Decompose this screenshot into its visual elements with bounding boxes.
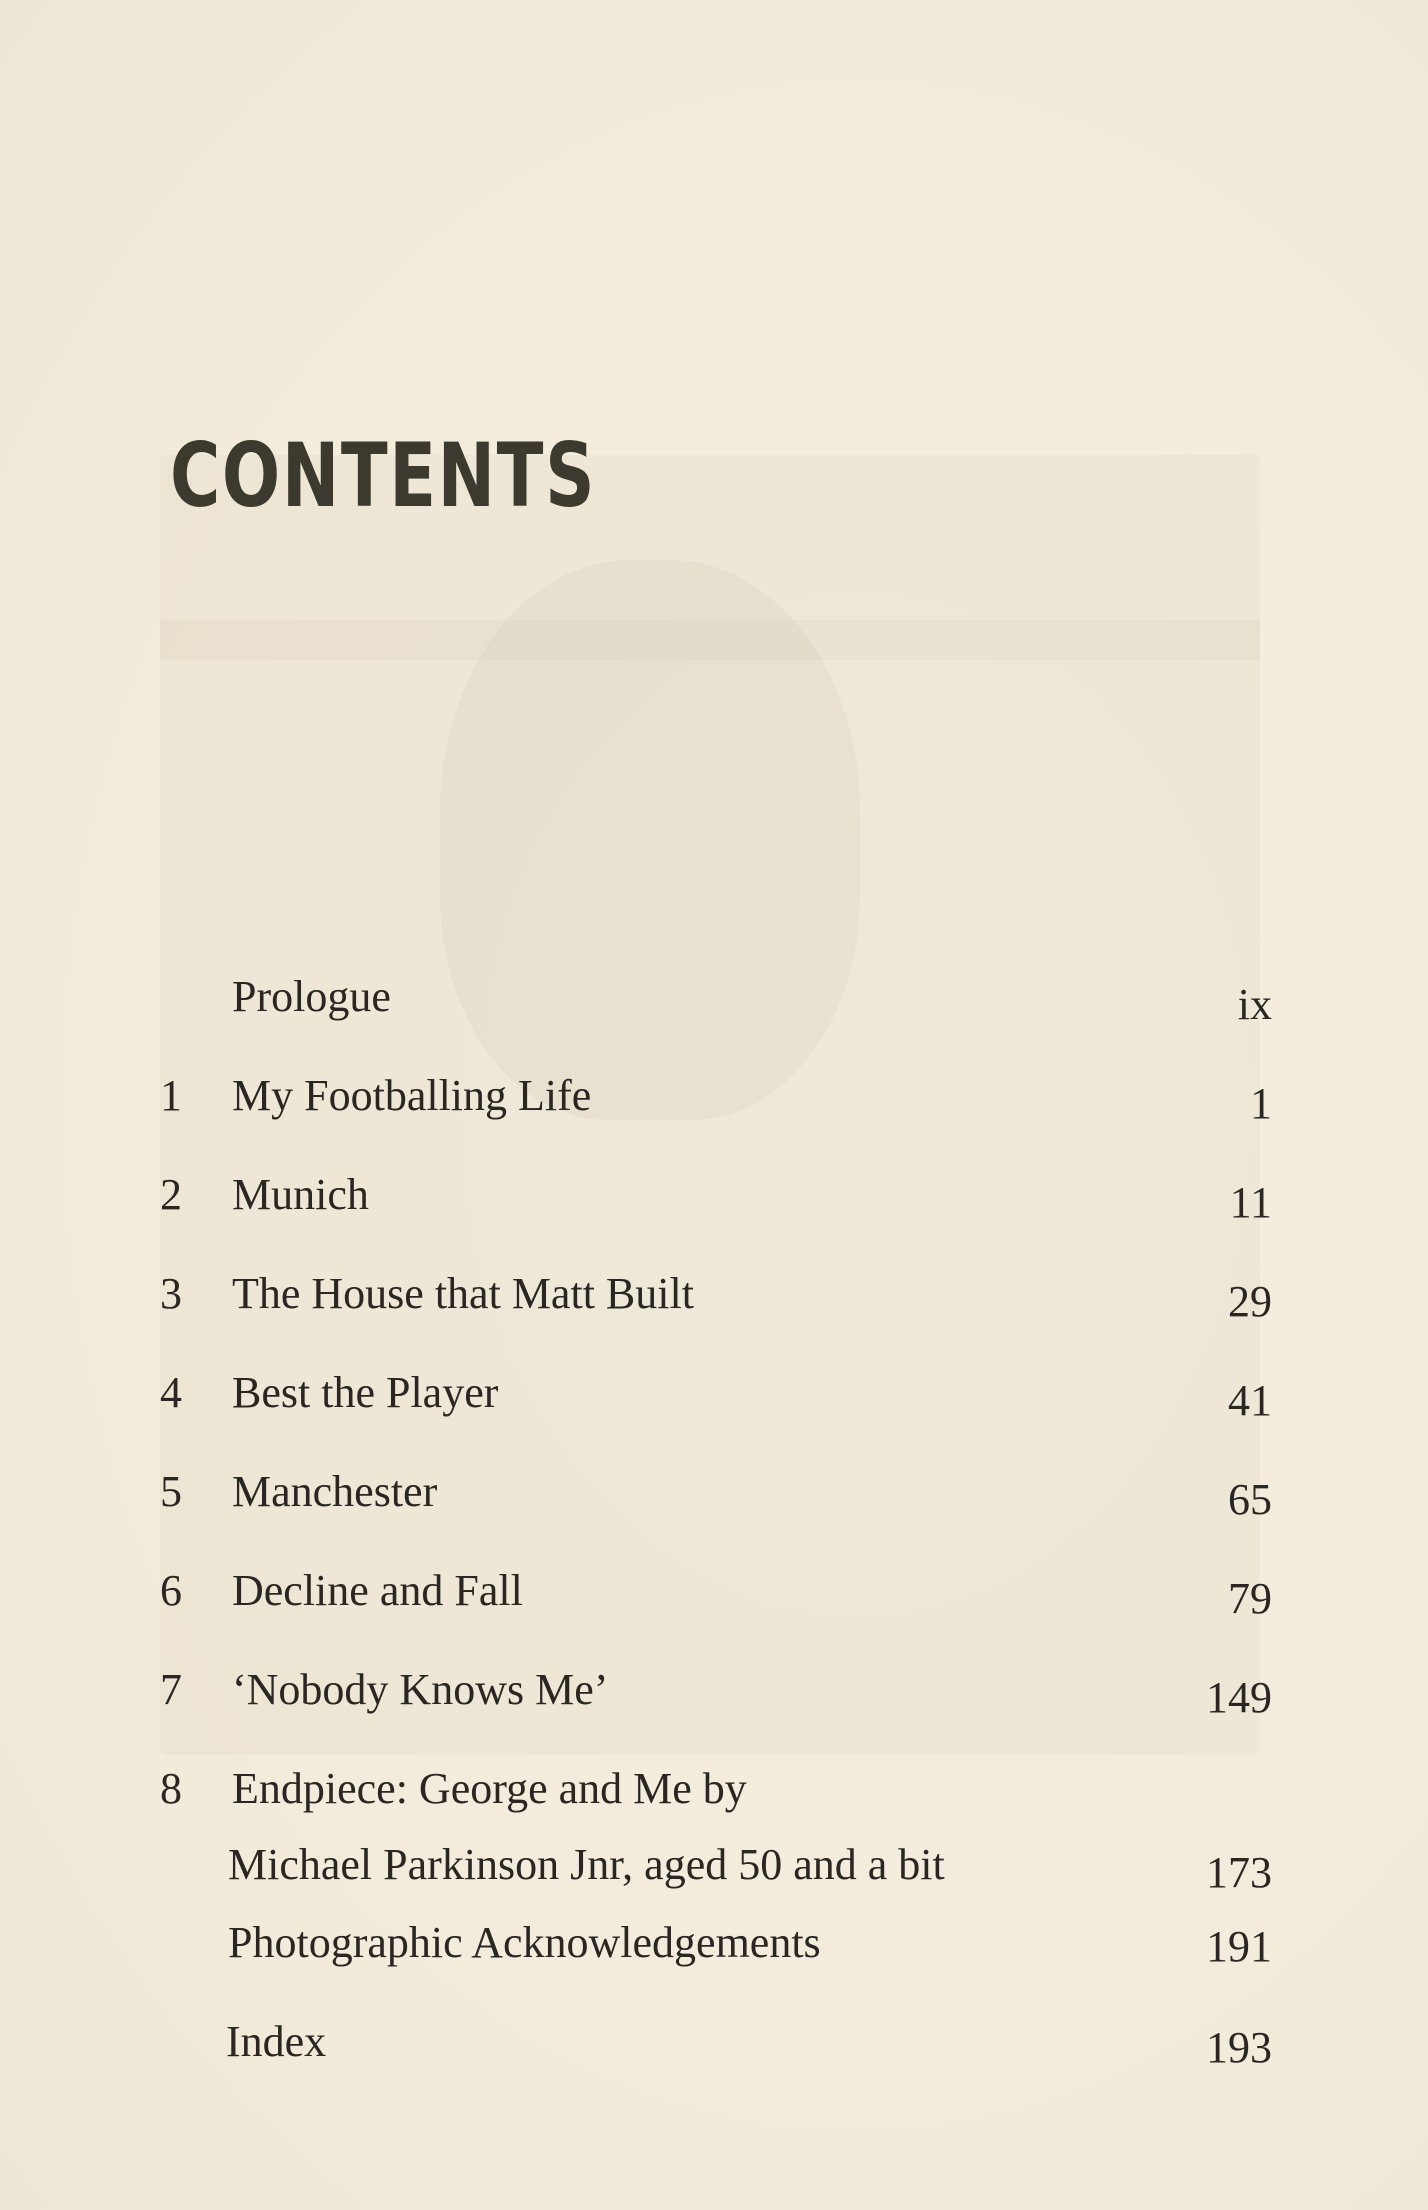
toc-entry-title: Photographic Acknowledgements xyxy=(228,1918,821,1967)
toc-entry-chapter-8[interactable] xyxy=(160,1747,1280,1921)
toc-entry-number: 6 xyxy=(160,1566,182,1615)
toc-entry-page: ix xyxy=(1237,980,1272,1029)
toc-entry-number: 7 xyxy=(160,1665,182,1714)
toc-entry-title: The House that Matt Built xyxy=(232,1269,694,1318)
toc-entry-title: Decline and Fall xyxy=(232,1566,523,1615)
toc-entry-page: 193 xyxy=(1206,2023,1272,2072)
toc-entry-chapter-5[interactable] xyxy=(160,1450,1280,1549)
toc-entry-title: Endpiece: George and Me by xyxy=(232,1764,747,1813)
toc-entry-title: Index xyxy=(226,2017,327,2066)
toc-entry-page: 149 xyxy=(1206,1673,1272,1722)
toc-entry-chapter-1[interactable] xyxy=(160,1054,1280,1153)
toc-entry-number: 2 xyxy=(160,1170,182,1219)
toc-entry-chapter-6[interactable] xyxy=(160,1549,1280,1648)
toc-entry-prologue[interactable] xyxy=(160,955,1280,1054)
toc-entry-number: 4 xyxy=(160,1368,182,1417)
toc-entry-title: ‘Nobody Knows Me’ xyxy=(232,1665,609,1714)
toc-entry-number: 8 xyxy=(160,1764,182,1813)
toc-entry-page: 173 xyxy=(1206,1848,1272,1897)
toc-entry-page: 11 xyxy=(1229,1178,1272,1227)
toc-entry-chapter-3[interactable] xyxy=(160,1252,1280,1351)
toc-entry-page: 1 xyxy=(1250,1079,1272,1128)
toc-entry-number: 1 xyxy=(160,1071,182,1120)
toc-entry-title: My Footballing Life xyxy=(232,1071,592,1120)
toc-entry-chapter-2[interactable] xyxy=(160,1153,1280,1252)
toc-entry-page: 41 xyxy=(1228,1376,1272,1425)
toc-entry-title: Prologue xyxy=(232,972,391,1021)
toc-entry-number: 3 xyxy=(160,1269,182,1318)
toc-entry-page: 191 xyxy=(1206,1922,1272,1971)
toc-entry-chapter-7[interactable] xyxy=(160,1648,1280,1747)
toc-entry-page: 29 xyxy=(1228,1277,1272,1326)
toc-entry-page: 79 xyxy=(1228,1574,1272,1623)
table-of-contents xyxy=(160,955,1280,2119)
toc-entry-photographic-acknowledgements[interactable] xyxy=(160,1918,1280,2020)
toc-entry-title: Munich xyxy=(232,1170,369,1219)
toc-entry-title: Manchester xyxy=(232,1467,438,1516)
toc-entry-title: Best the Player xyxy=(232,1368,499,1417)
toc-entry-chapter-4[interactable] xyxy=(160,1351,1280,1450)
toc-entry-index[interactable] xyxy=(160,2017,1280,2119)
page-title: CONTENTS xyxy=(170,424,597,527)
toc-entry-page: 65 xyxy=(1228,1475,1272,1524)
toc-entry-title-line-2: Michael Parkinson Jnr, aged 50 and a bit xyxy=(228,1840,945,1889)
toc-entry-number: 5 xyxy=(160,1467,182,1516)
